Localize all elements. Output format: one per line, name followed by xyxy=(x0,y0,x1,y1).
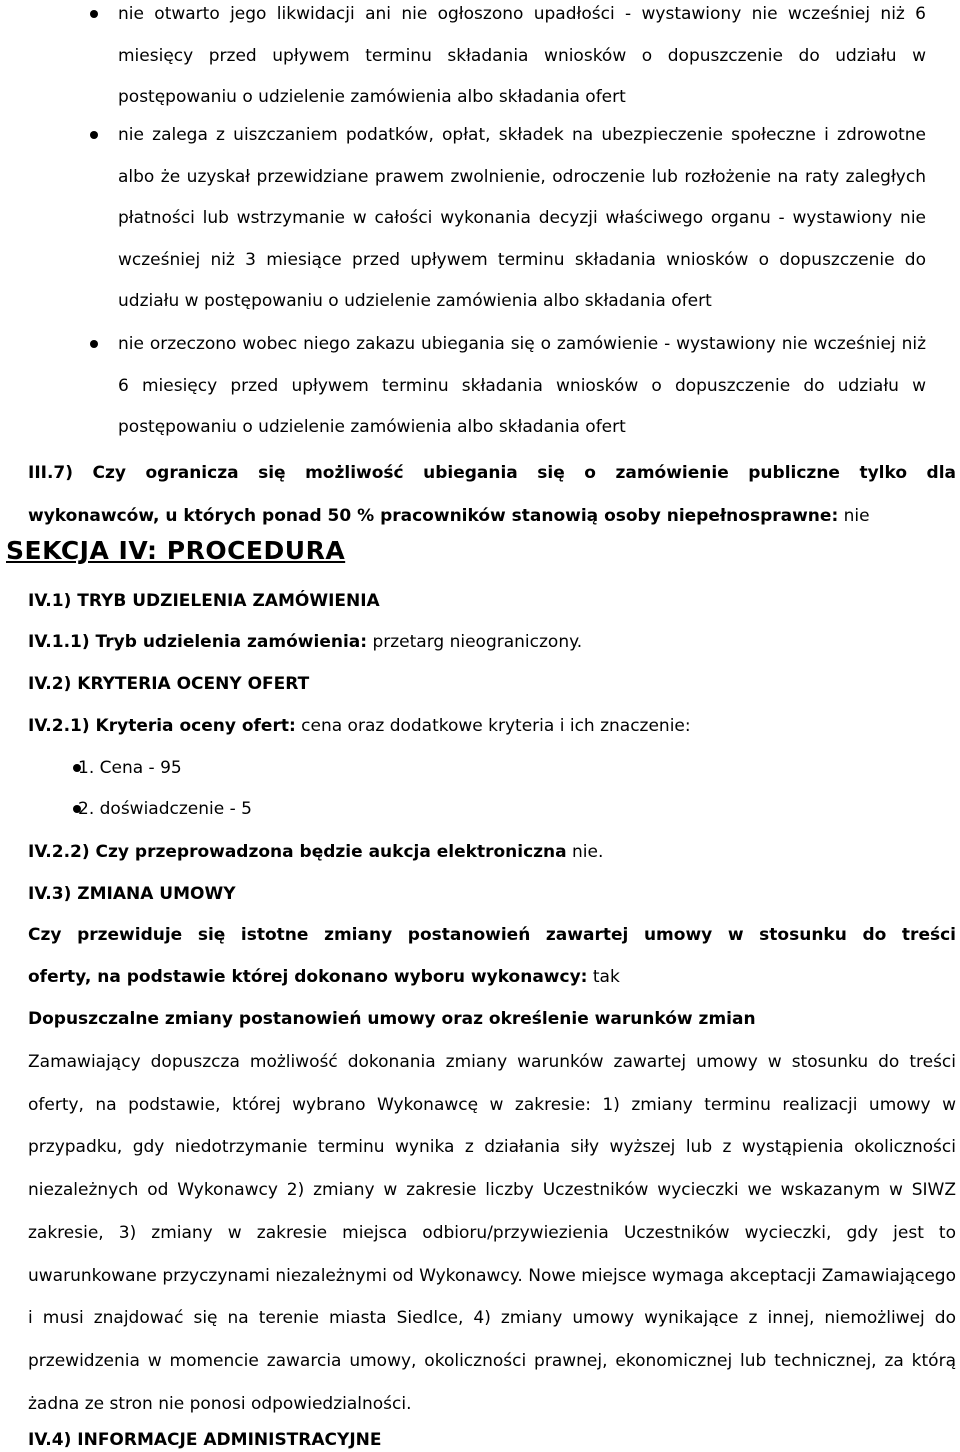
question-iii7-label: wykonawców, u których ponad 50 % pracowników stanowią osoby niepełnosprawne: xyxy=(28,506,839,526)
heading-iv2: IV.2) KRYTERIA OCENY OFERT xyxy=(28,674,310,694)
bullet-icon xyxy=(90,340,98,348)
section-title: SEKCJA IV: PROCEDURA xyxy=(6,536,346,565)
field-iv11 xyxy=(28,632,956,652)
question-iv3-answer: tak xyxy=(592,967,620,987)
field-iv22-label: IV.2.2) Czy przeprowadzona będzie aukcja elektroniczna xyxy=(28,842,567,862)
field-iv11-label: IV.1.1) Tryb udzielenia zamówienia: xyxy=(28,632,368,652)
subheading-changes: Dopuszczalne zmiany postanowień umowy oraz określenie warunków zmian xyxy=(28,1009,756,1029)
field-iv22 xyxy=(28,842,956,862)
field-iv21-label: IV.2.1) Kryteria oceny ofert: xyxy=(28,716,296,736)
field-iv21 xyxy=(28,716,956,736)
criterion-item: 1. Cena - 95 xyxy=(78,758,182,778)
field-iv21-value: cena oraz dodatkowe kryteria i ich znaczenie: xyxy=(301,716,691,736)
field-iv11-value: przetarg nieograniczony. xyxy=(372,632,583,652)
question-iii7-line1: III.7) Czy ogranicza się możliwość ubiegania się o zamówienie publiczne tylko dla xyxy=(28,463,956,483)
bullet-icon xyxy=(90,131,98,139)
question-iv3-label: oferty, na podstawie której dokonano wyboru wykonawcy: xyxy=(28,967,588,987)
field-iv22-value: nie. xyxy=(572,842,604,862)
heading-iv3: IV.3) ZMIANA UMOWY xyxy=(28,884,236,904)
question-iv3-line1: Czy przewiduje się istotne zmiany postanowień zawartej umowy w stosunku do treści xyxy=(28,925,956,945)
changes-body: Zamawiający dopuszcza możliwość dokonania zmiany warunków zawartej umowy w stosunku do treści oferty, na podstawie, której wybrano Wykonawcę w zakresie: 1) zmiany terminu realizacji umowy w przypadku, gdy niedotrzymanie terminu wynika z działania siły wyższej lub z wystąpienia okoliczności niezależnych od Wykonawcy 2) zmiany w zakresie liczby Uczestników wycieczki we wskazanym w SIWZ zakresie, 3) zmiany w zakresie miejsca odbioru/przywiezienia Uczestników wycieczki, gdy jest to uwarunkowane przyczynami niezależnymi od Wykonawcy. Nowe miejsce wymaga akceptacji Zamawiającego i musi znajdować się na terenie miasta Siedlce, 4) zmiany umowy wynikające z innej, niemożliwej do przewidzenia w momencie zawarcia umowy, okoliczności prawnej, ekonomicznej lub technicznej, za którą żadna ze stron nie ponosi odpowiedzialności. xyxy=(28,1052,956,1414)
requirement-item: nie otwarto jego likwidacji ani nie ogłoszono upadłości - wystawiony nie wcześniej niż 6 miesięcy przed upływem terminu składania wniosków o dopuszczenie do udziału w postępowaniu o udzielenie zamówienia albo składania ofert xyxy=(118,4,926,108)
question-iv3-line2 xyxy=(28,967,956,987)
bullet-icon xyxy=(90,10,98,18)
question-iii7-line2 xyxy=(28,506,956,526)
question-iii7-answer: nie xyxy=(843,506,870,526)
heading-iv4: IV.4) INFORMACJE ADMINISTRACYJNE xyxy=(28,1430,382,1450)
requirement-item: nie orzeczono wobec niego zakazu ubiegania się o zamówienie - wystawiony nie wcześniej niż 6 miesięcy przed upływem terminu składania wniosków o dopuszczenie do udziału w postępowaniu o udzielenie zamówienia albo składania ofert xyxy=(118,334,926,438)
requirement-item: nie zalega z uiszczaniem podatków, opłat, składek na ubezpieczenie społeczne i zdrowotne albo że uzyskał przewidziane prawem zwolnienie, odroczenie lub rozłożenie na raty zaległych płatności lub wstrzymanie w całości wykonania decyzji właściwego organu - wystawiony nie wcześniej niż 3 miesiące przed upływem terminu składania wniosków o dopuszczenie do udziału w postępowaniu o udzielenie zamówienia albo składania ofert xyxy=(118,125,926,312)
criterion-item: 2. doświadczenie - 5 xyxy=(78,799,252,819)
heading-iv1: IV.1) TRYB UDZIELENIA ZAMÓWIENIA xyxy=(28,591,380,611)
